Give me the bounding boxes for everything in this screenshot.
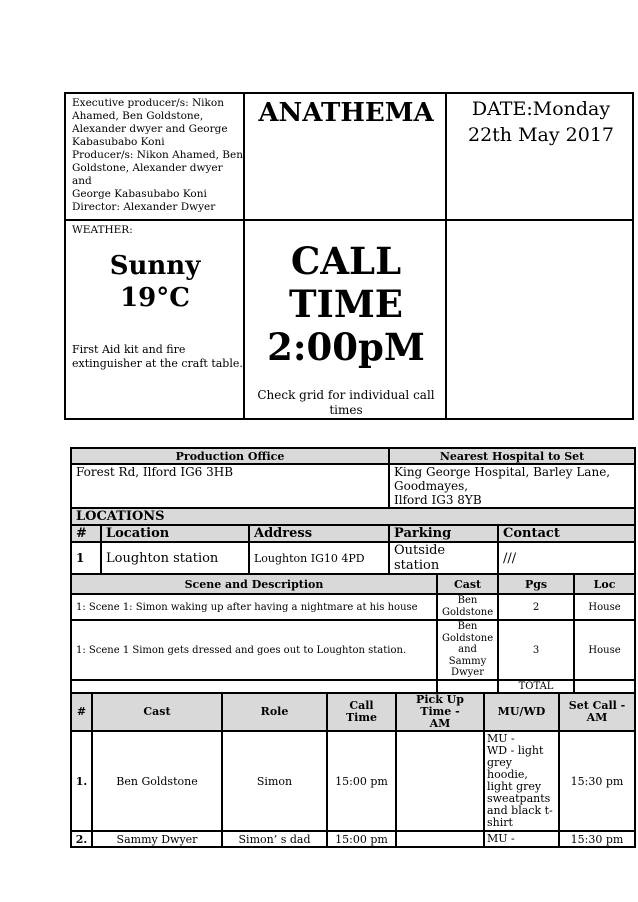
production-office-header: Production Office (71, 448, 389, 464)
cast-mu-wd (484, 731, 559, 831)
scene-cast-line: Ben (457, 621, 478, 633)
cast-col-num: # (71, 693, 92, 731)
locations-header: LOCATIONS (71, 508, 635, 525)
production-office-address: Forest Rd, Ilford IG6 3HB (71, 464, 389, 508)
scene-row (71, 620, 635, 680)
cast-role: Simon’ s dad (222, 831, 327, 847)
total-pages-label: TOTAL (518, 681, 554, 692)
weather-condition: Sunny (109, 251, 201, 281)
credit-line: Goldstone, Alexander dwyer and (72, 162, 223, 187)
mu-wd-line: sweatpants (487, 792, 551, 805)
cast-row (71, 831, 635, 847)
scene-col-pgs: Pgs (498, 574, 574, 594)
mu-wd-line: shirt (487, 816, 513, 829)
mu-wd-line: and black t- (487, 804, 553, 817)
loc-col-address: Address (249, 525, 389, 542)
call-time (246, 240, 446, 369)
info-table (70, 447, 636, 707)
first-aid-note (72, 343, 244, 371)
credit-line: Kabasubabo Koni (72, 136, 165, 148)
cast-num: 2. (71, 831, 92, 847)
weather-forecast (66, 250, 244, 314)
call-time-value: 2:00pM (267, 325, 425, 369)
hospital-address-line: Ilford IG3 8YB (394, 493, 482, 507)
loc-col-contact: Contact (498, 525, 635, 542)
cast-table (70, 692, 636, 848)
cast-col-set-call: Set Call - AM (559, 693, 635, 731)
scene-col-loc: Loc (574, 574, 635, 594)
cast-col-cast: Cast (92, 693, 222, 731)
call-note-line: Check grid for individual call (257, 388, 435, 402)
credit-line: Producer/s: Nikon Ahamed, Ben (72, 149, 243, 161)
loc-col-num: # (71, 525, 101, 542)
scene-pages: 3 (498, 620, 574, 680)
loc-address: Loughton IG10 4PD (249, 542, 389, 574)
scene-cast-line: Dwyer (451, 667, 484, 679)
loc-num: 1 (71, 542, 101, 574)
call-note-line: times (329, 403, 363, 417)
mu-wd-line: light grey (487, 780, 542, 793)
header-divider (66, 219, 632, 221)
cast-role: Simon (222, 731, 327, 831)
call-time-note (246, 388, 446, 418)
scene-col-description: Scene and Description (71, 574, 437, 594)
cast-pickup (396, 831, 484, 847)
location-row (71, 542, 635, 574)
date-line: DATE:Monday (471, 98, 611, 120)
credit-line: George Kabasubabo Koni (72, 188, 207, 200)
mu-wd-line: WD - light (487, 744, 544, 757)
first-aid-line: extinguisher at the craft table. (72, 357, 243, 370)
first-aid-line: First Aid kit and fire (72, 343, 186, 356)
credit-line: Executive producer/s: Nikon (72, 97, 224, 109)
scene-location: House (574, 620, 635, 680)
loc-location: Loughton station (101, 542, 249, 574)
loc-col-location: Location (101, 525, 249, 542)
mu-wd-line: MU - (487, 732, 515, 745)
cast-col-role: Role (222, 693, 327, 731)
cast-call-time: 15:00 pm (327, 731, 396, 831)
cast-set-call: 15:30 pm (559, 831, 635, 847)
nearest-hospital-header: Nearest Hospital to Set (389, 448, 635, 464)
cast-col-mu-wd: MU/WD (484, 693, 559, 731)
scene-col-cast: Cast (437, 574, 498, 594)
production-title: ANATHEMA (258, 98, 434, 128)
hospital-address-line: King George Hospital, Barley Lane, Goodmayes, (394, 465, 611, 493)
cast-call-time: 15:00 pm (327, 831, 396, 847)
shoot-date (448, 96, 634, 148)
cast-col-call-time: Call Time (327, 693, 396, 731)
cast-num: 1. (71, 731, 92, 831)
production-credits (72, 97, 244, 214)
credit-line: Director: Alexander Dwyer (72, 201, 216, 213)
date-line: 22th May 2017 (468, 124, 614, 146)
scene-cast (437, 620, 498, 680)
scene-cast-line: and (458, 644, 477, 656)
weather-label: WEATHER: (72, 224, 133, 236)
mu-wd-line: grey hoodie, (487, 756, 528, 781)
scene-cast-line: Sammy (448, 655, 487, 667)
loc-contact: /// (498, 542, 635, 574)
scene-cast-line: Ben (457, 595, 478, 606)
weather-temperature: 19°C (120, 283, 190, 313)
header-block (64, 92, 634, 420)
cast-pickup (396, 731, 484, 831)
call-time-line: CALL (290, 239, 402, 283)
cast-name: Ben Goldstone (92, 731, 222, 831)
scene-description: 1: Scene 1 Simon gets dressed and goes out to Loughton station. (71, 620, 437, 680)
scene-cast-line: Goldstone (442, 632, 494, 644)
scene-cast (437, 594, 498, 620)
cast-col-pickup (396, 693, 484, 731)
loc-col-parking: Parking (389, 525, 498, 542)
cast-row (71, 731, 635, 831)
credit-line: Ahamed, Ben Goldstone, (72, 110, 204, 122)
scene-cast-line: Goldstone (442, 607, 494, 618)
pickup-header-line: Pick Up Time - (416, 693, 464, 718)
loc-parking: Outside station (389, 542, 498, 574)
mu-wd-line: MU - (487, 832, 515, 845)
cast-mu-wd (484, 831, 559, 847)
hospital-address (389, 464, 635, 508)
scene-row (71, 594, 635, 620)
scene-location: House (574, 594, 635, 620)
cast-set-call: 15:30 pm (559, 731, 635, 831)
call-time-line: TIME (289, 282, 403, 326)
pickup-header-line: AM (429, 717, 451, 730)
scene-pages: 2 (498, 594, 574, 620)
cast-name: Sammy Dwyer (92, 831, 222, 847)
scene-description: 1: Scene 1: Simon waking up after having a nightmare at his house (71, 594, 437, 620)
credit-line: Alexander dwyer and George (72, 123, 228, 135)
